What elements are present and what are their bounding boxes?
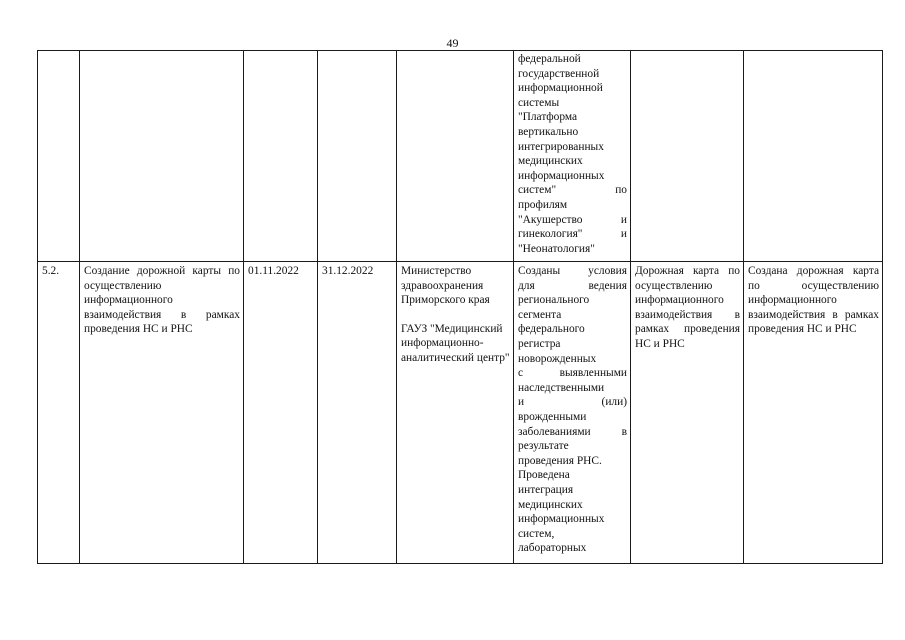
outcome: Создана дорожная карта по осуществлению информационного взаимодействия в рамках проведения НС и РНС: [744, 261, 883, 563]
document-type: Дорожная карта по осуществлению информационного взаимодействия в рамках проведения НС и РНС: [631, 261, 744, 563]
spacer: [401, 308, 510, 322]
page-number: 49: [446, 36, 459, 50]
continuation-row-table: [37, 50, 883, 262]
cell-document-type: [631, 51, 744, 262]
result-text-line: профилям: [518, 198, 568, 211]
result-text-line: Проведена: [518, 469, 570, 482]
result-text-line: заболеваниями в: [518, 425, 627, 438]
table-row-continuation: [38, 51, 883, 262]
result-text-line: лабораторных: [518, 542, 587, 555]
result-text-line: "Платформа: [518, 111, 578, 124]
cell-responsible: [397, 51, 514, 262]
responsible-institution: ГАУЗ "Медицинский информационно-аналитический центр": [401, 322, 510, 364]
result-text-line: наследственными: [518, 381, 605, 394]
row-number: 5.2.: [38, 261, 80, 563]
result-text-line: информационных: [518, 169, 605, 182]
cell-event-name: [80, 51, 244, 262]
result-text-line: интегрированных: [518, 140, 604, 153]
result-text-line: медицинских: [518, 155, 583, 168]
cell-result: [514, 51, 631, 262]
result-text-line: систем" по: [518, 184, 627, 197]
result-text-line: федерального: [518, 323, 585, 336]
result-text-line: информационных: [518, 513, 605, 526]
result-text-line: систем,: [518, 527, 555, 540]
result-text-line: сегмента: [518, 308, 562, 321]
result-text-line: Созданы условия: [518, 265, 627, 277]
result-text-line: результате: [518, 440, 569, 453]
cell-number: [38, 51, 80, 262]
responsible-cell: [397, 261, 514, 563]
result-text-line: "Акушерство и: [518, 213, 627, 226]
result-text-line: "Неонатология": [518, 242, 595, 255]
result-text-line: вертикально: [518, 125, 579, 138]
result-text-line: и (или): [518, 396, 627, 409]
end-date: 31.12.2022: [318, 261, 397, 563]
result-text-line: интеграция: [518, 483, 574, 496]
table-row-5-2: [38, 261, 883, 563]
result-text-line: для ведения: [518, 279, 627, 292]
cell-outcome: [744, 51, 883, 262]
row-5-2-table: [37, 261, 883, 564]
result-text-line: проведения РНС.: [518, 454, 602, 467]
event-name: Создание дорожной карты по осуществлению информационного взаимодействия в рамках проведения НС и РНС: [80, 261, 244, 563]
start-date: 01.11.2022: [244, 261, 318, 563]
result-text-line: государственной: [518, 67, 600, 80]
result-text-line: медицинских: [518, 498, 583, 511]
result-text-line: гинекология" и: [518, 228, 627, 241]
result-text-line: врожденными: [518, 410, 587, 423]
result-text-line: регионального: [518, 294, 590, 307]
result-text-line: системы: [518, 96, 560, 109]
cell-start-date: [244, 51, 318, 262]
result-text-line: информационной: [518, 82, 603, 95]
result-text-line: федеральной: [518, 53, 581, 65]
cell-end-date: [318, 51, 397, 262]
result-text-line: новорожденных: [518, 352, 597, 365]
responsible-ministry: Министерство здравоохранения Приморского края: [401, 265, 490, 307]
result-text-line: с выявленными: [518, 367, 627, 380]
result-cell: [514, 261, 631, 563]
result-text-line: регистра: [518, 337, 561, 350]
